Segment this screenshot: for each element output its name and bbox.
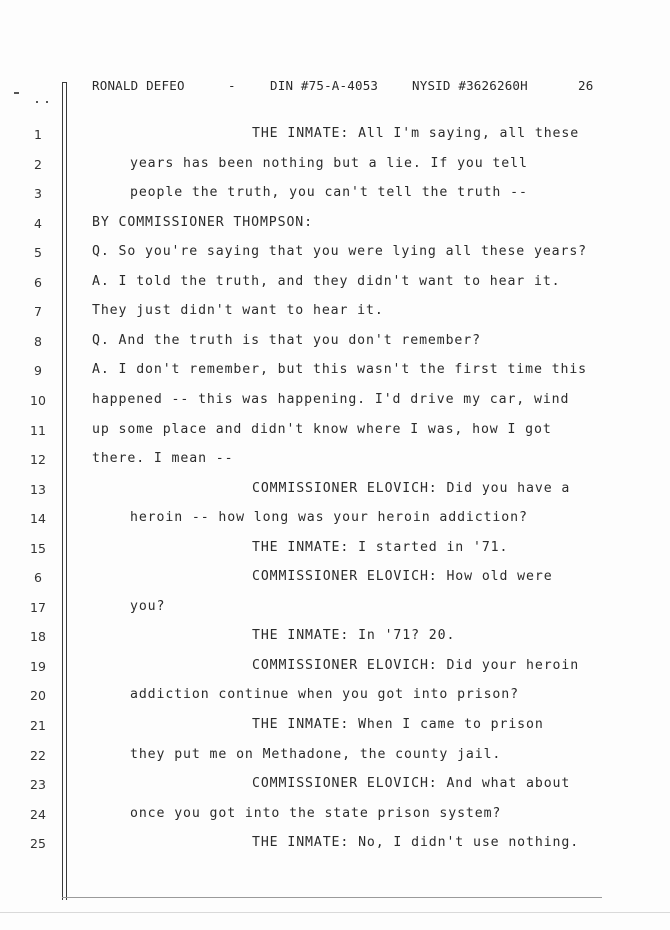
line-number: 20 — [30, 688, 46, 703]
line-number: 5 — [34, 245, 42, 260]
margin-rule-outer — [62, 82, 63, 900]
line-number: 7 — [34, 304, 42, 319]
line-number: 13 — [30, 482, 46, 497]
transcript-line: you? — [130, 599, 166, 614]
transcript-line: up some place and didn't know where I was, how I got — [92, 422, 552, 437]
transcript-line: BY COMMISSIONER THOMPSON: — [92, 215, 313, 230]
line-number: 2 — [34, 157, 42, 172]
line-number: 15 — [30, 541, 46, 556]
line-number: 25 — [30, 836, 46, 851]
transcript-line: they put me on Methadone, the county jail. — [130, 747, 502, 762]
line-number: 17 — [30, 600, 46, 615]
line-number: 19 — [30, 659, 46, 674]
line-number: 6 — [34, 275, 42, 290]
transcript-line: heroin -- how long was your heroin addiction? — [130, 510, 528, 525]
line-number: 4 — [34, 216, 42, 231]
header-name: RONALD DEFEO — [92, 78, 185, 93]
transcript-line: THE INMATE: All I'm saying, all these — [252, 126, 580, 141]
line-number: 9 — [34, 363, 42, 378]
line-number: 22 — [30, 748, 46, 763]
transcript-line: THE INMATE: I started in '71. — [252, 540, 509, 555]
transcript-line: THE INMATE: No, I didn't use nothing. — [252, 835, 580, 850]
header-page-number: 26 — [578, 78, 594, 93]
transcript-line: They just didn't want to hear it. — [92, 303, 384, 318]
transcript-line: addiction continue when you got into prison? — [130, 687, 519, 702]
header-nysid: NYSID #3626260H — [412, 78, 528, 93]
line-number: 14 — [30, 511, 46, 526]
page-header — [92, 78, 602, 94]
scan-speck — [46, 101, 48, 103]
line-number: 6 — [34, 570, 42, 585]
transcript-line: THE INMATE: In '71? 20. — [252, 628, 456, 643]
transcript-line: once you got into the state prison system? — [130, 806, 502, 821]
header-rule — [62, 82, 67, 83]
transcript-line: A. I don't remember, but this wasn't the first time this — [92, 362, 588, 377]
line-number: 21 — [30, 718, 46, 733]
line-number: 8 — [34, 334, 42, 349]
transcript-line: Q. And the truth is that you don't remember? — [92, 333, 481, 348]
margin-rule-inner — [66, 82, 67, 900]
line-number: 1 — [34, 127, 42, 142]
line-number: 10 — [30, 393, 46, 408]
line-number: 11 — [30, 423, 46, 438]
bottom-rule — [62, 897, 602, 898]
scan-speck — [14, 92, 19, 94]
transcript-line: A. I told the truth, and they didn't want to hear it. — [92, 274, 561, 289]
transcript-line: COMMISSIONER ELOVICH: How old were — [252, 569, 553, 584]
transcript-line: Q. So you're saying that you were lying all these years? — [92, 244, 588, 259]
header-din: DIN #75-A-4053 — [270, 78, 379, 93]
scan-edge — [0, 912, 670, 913]
scan-speck — [36, 101, 38, 103]
transcript-line: happened -- this was happening. I'd drive my car, wind — [92, 392, 570, 407]
line-number: 12 — [30, 452, 46, 467]
line-number: 24 — [30, 807, 46, 822]
transcript-line: COMMISSIONER ELOVICH: Did you have a — [252, 481, 571, 496]
transcript-line: years has been nothing but a lie. If you tell — [130, 156, 528, 171]
line-number: 23 — [30, 777, 46, 792]
transcript-line: COMMISSIONER ELOVICH: And what about — [252, 776, 571, 791]
line-number: 18 — [30, 629, 46, 644]
line-number: 3 — [34, 186, 42, 201]
header-dash: - — [228, 78, 236, 93]
transcript-line: there. I mean -- — [92, 451, 234, 466]
transcript-line: THE INMATE: When I came to prison — [252, 717, 544, 732]
transcript-line: people the truth, you can't tell the truth -- — [130, 185, 528, 200]
transcript-line: COMMISSIONER ELOVICH: Did your heroin — [252, 658, 580, 673]
